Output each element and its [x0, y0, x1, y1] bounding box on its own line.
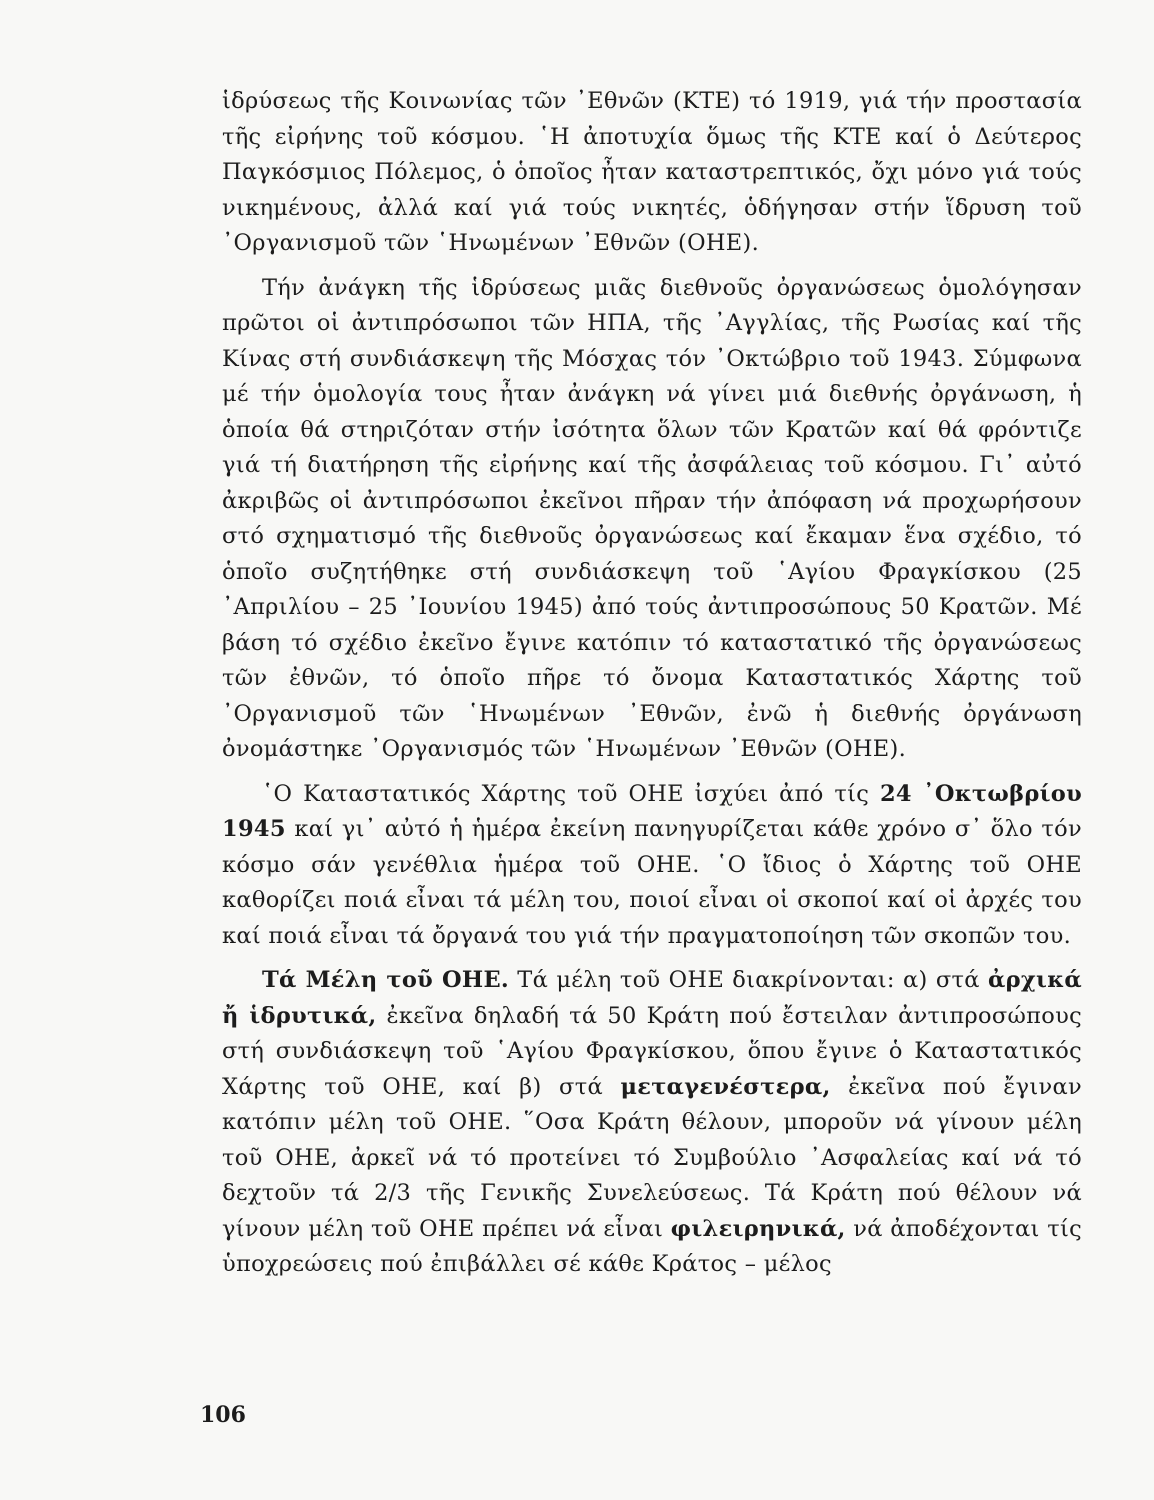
bold-term: Τά Μέλη τοῦ ΟΗΕ.	[262, 967, 510, 993]
paragraph-1	[222, 84, 1082, 262]
text-run: καί γι᾿ αὐτό ἡ ἡμέρα ἐκείνη πανηγυρίζεται κάθε χρόνο σ᾿ ὅλο τόν κόσμο σάν γενέθλια ἡμέρα τοῦ ΟΗΕ. ῾Ο ἴδιος ὁ Χάρτης τοῦ ΟΗΕ καθορίζει ποιά εἶναι τά μέλη του, ποιοί εἶναι οἱ σκοποί καί οἱ ἀρχές του καί ποιά εἶναι τά ὄργανά του γιά τήν πραγματοποίηση τῶν σκοπῶν του.	[222, 816, 1082, 949]
text-run: Τήν ἀνάγκη τῆς ἱδρύσεως μιᾶς διεθνοῦς ὀργανώσεως ὁμολόγησαν πρῶτοι οἱ ἀντιπρόσωποι τῶν ΗΠΑ, τῆς ᾿Αγγλίας, τῆς Ρωσίας καί τῆς Κίνας στή συνδιάσκεψη τῆς Μόσχας τόν ᾿Οκτώβριο τοῦ 1943. Σύμφωνα μέ τήν ὁμολογία τους ἦταν ἀνάγκη νά γίνει μιά διεθνής ὀργάνωση, ἡ ὁποία θά στηριζόταν στήν ἰσότητα ὅλων τῶν Κρατῶν καί θά φρόντιζε γιά τή διατήρηση τῆς εἰρήνης καί τῆς ἀσφάλειας τοῦ κόσμου. Γι᾿ αὐτό ἀκριβῶς οἱ ἀντιπρόσωποι ἐκεῖνοι πῆραν τήν ἀπόφαση νά προχωρήσουν στό σχηματισμό τῆς διεθνοῦς ὀργανώσεως καί ἔκαμαν ἕνα σχέδιο, τό ὁποῖο συζητήθηκε στή συνδιάσκεψη τοῦ ῾Αγίου Φραγκίσκου (25 ᾿Απριλίου – 25 ᾿Ιουνίου 1945) ἀπό τούς ἀντιπροσώπους 50 Κρατῶν. Μέ βάση τό σχέδιο ἐκεῖνο ἔγινε κατόπιν τό καταστατικό τῆς ὀργανώσεως τῶν ἐθνῶν, τό ὁποῖο πῆρε τό ὄνομα Καταστατικός Χάρτης τοῦ ᾿Οργανισμοῦ τῶν ῾Ηνωμένων ᾿Εθνῶν, ἐνῶ ἡ διεθνής ὀργάνωση ὀνομάστηκε ᾿Οργανισμός τῶν ῾Ηνωμένων ᾿Εθνῶν (ΟΗΕ).	[222, 274, 1082, 762]
text-run: ἐκεῖνα πού ἔγιναν κατόπιν μέλη τοῦ ΟΗΕ. ῞Οσα Κράτη θέλουν, μποροῦν νά γίνουν μέλη τοῦ ΟΗΕ, ἀρκεῖ νά τό προτείνει τό Συμβούλιο ᾿Ασφαλείας καί νά τό δεχτοῦν τά 2/3 τῆς Γενικῆς Συνελεύσεως. Τά Κράτη πού θέλουν νά γίνουν μέλη τοῦ ΟΗΕ πρέπει νά εἶναι	[222, 1073, 1083, 1242]
text-run: ἱδρύσεως τῆς Κοινωνίας τῶν ᾿Εθνῶν (ΚΤΕ) τό 1919, γιά τήν προστασία τῆς εἰρήνης τοῦ κόσμου. ῾Η ἀποτυχία ὅμως τῆς ΚΤΕ καί ὁ Δεύτερος Παγκόσμιος Πόλεμος, ὁ ὁποῖος ἦταν καταστρεπτικός, ὄχι μόνο γιά τούς νικημένους, ἀλλά καί γιά τούς νικητές, ὁδήγησαν στήν ἵδρυση τοῦ ᾿Οργανισμοῦ τῶν ῾Ηνωμένων ᾿Εθνῶν (ΟΗΕ).	[222, 88, 1082, 256]
page-number: 106	[200, 1402, 246, 1428]
paragraph-4	[222, 963, 1082, 1283]
text-run: ῾Ο Καταστατικός Χάρτης τοῦ ΟΗΕ ἰσχύει ἀπό τίς	[262, 780, 880, 807]
paragraph-2	[222, 271, 1082, 768]
paragraph-3	[222, 777, 1082, 955]
text-run: Τά μέλη τοῦ ΟΗΕ διακρίνονται: α) στά	[509, 967, 989, 993]
bold-term: φιλειρηνικά,	[670, 1215, 846, 1242]
bold-term: ἀρχικά ἤ ἱδρυτικά,	[222, 967, 1082, 1029]
bold-term: 24 ᾿Οκτωβρίου 1945	[222, 780, 1082, 842]
text-run: ἐκεῖνα δηλαδή τά 50 Κράτη πού ἔστειλαν ἀντιπροσώπους στή συνδιάσκεψη τοῦ ῾Αγίου Φραγκίσκου, ὅπου ἔγινε ὁ Καταστατικός Χάρτης τοῦ ΟΗΕ, καί β) στά	[222, 1002, 1082, 1100]
body-text	[222, 84, 1082, 1283]
bold-term: μεταγενέστερα,	[620, 1073, 831, 1100]
text-run: νά ἀποδέχονται τίς ὑποχρεώσεις πού ἐπιβάλλει σέ κάθε Κράτος – μέλος	[222, 1215, 1082, 1277]
